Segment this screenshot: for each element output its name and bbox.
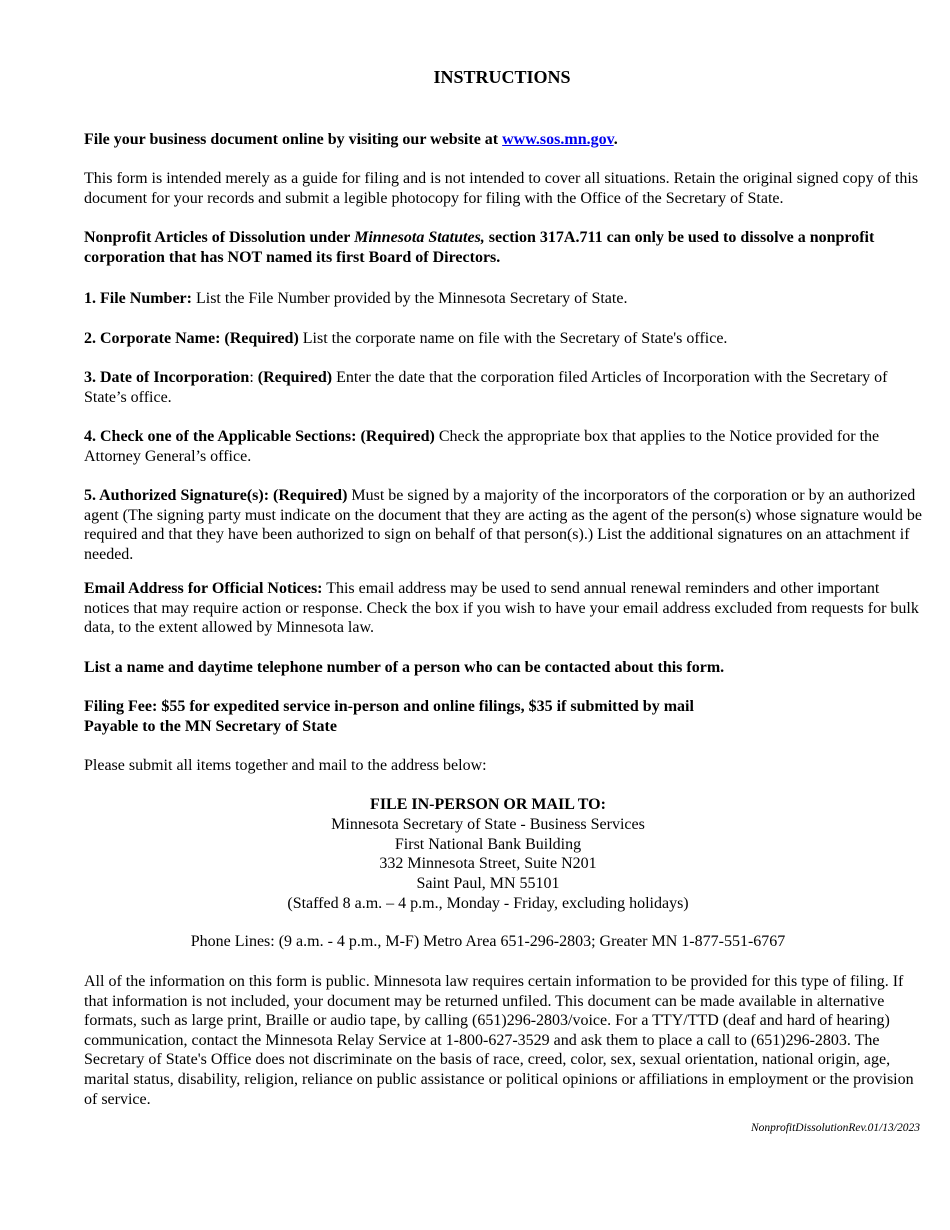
nonprofit-notice-part2: section 317A.711 can only be used to dissolve a nonprofit corporation that has NOT named its first Board of Directors. xyxy=(84,229,875,266)
item-text: List the File Number provided by the Minnesota Secretary of State. xyxy=(191,290,628,307)
item-corporate-name xyxy=(84,329,924,349)
item-required: (Required) xyxy=(257,369,333,386)
page-title: INSTRUCTIONS xyxy=(433,67,571,87)
online-filing-notice xyxy=(84,130,924,150)
phone-lines: Phone Lines: (9 a.m. - 4 p.m., M-F) Metro Area 651-296-2803; Greater MN 1-877-551-6767 xyxy=(190,933,786,950)
address-line: First National Bank Building xyxy=(394,835,582,853)
contact-instruction: List a name and daytime telephone number of a person who can be contacted about this form. xyxy=(84,659,725,676)
item-heading: 2. Corporate Name: (Required) xyxy=(84,330,299,347)
filing-fee-line1: Filing Fee: $55 for expedited service in-person and online filings, $35 if submitted by mail xyxy=(84,698,694,715)
item-heading: 3. Date of Incorporation xyxy=(84,369,250,386)
sos-website-link[interactable]: www.sos.mn.gov xyxy=(502,131,614,148)
nonprofit-notice xyxy=(84,228,924,267)
item-heading: 1. File Number: xyxy=(84,290,192,307)
form-revision: NonprofitDissolutionRev.01/13/2023 xyxy=(751,1122,920,1134)
item-heading: 5. Authorized Signature(s): (Required) xyxy=(84,487,348,504)
address-line: Saint Paul, MN 55101 xyxy=(416,875,560,893)
address-heading: FILE IN-PERSON OR MAIL TO: xyxy=(370,796,606,813)
item-date-of-incorporation xyxy=(84,368,924,407)
submit-instruction: Please submit all items together and mail to the address below: xyxy=(84,757,487,774)
item-text: Enter the date that the corporation filed Articles of Incorporation with the Secretary of State’s office. xyxy=(84,369,888,406)
office-hours: (Staffed 8 a.m. – 4 p.m., Monday - Friday, excluding holidays) xyxy=(287,894,689,912)
item-applicable-sections xyxy=(84,427,924,466)
item-authorized-signatures xyxy=(84,486,924,564)
item-text: Must be signed by a majority of the incorporators of the corporation or by an authorized agent (The signing party must indicate on the document that they are acting as the agent of the person(s) whose signature would be required and that they have been authorized to sign on behalf of that person(s).) List the additional signatures on an attachment if needed. xyxy=(84,487,922,563)
mailing-address xyxy=(84,795,892,914)
email-heading: Email Address for Official Notices: xyxy=(84,580,323,597)
filing-fee xyxy=(84,697,924,736)
intro-paragraph: This form is intended merely as a guide for filing and is not intended to cover all situations. Retain the original signed copy of this document for your records and submit a legible photocopy for filing with the Office of the Secretary of State. xyxy=(84,170,919,207)
address-line: 332 Minnesota Street, Suite N201 xyxy=(379,855,597,873)
address-line: Minnesota Secretary of State - Business Services xyxy=(331,815,645,833)
item-heading: 4. Check one of the Applicable Sections: (Required) xyxy=(84,428,435,445)
email-text: This email address may be used to send annual renewal reminders and other important notices that may require action or response. Check the box if you wish to have your email address excluded from requests for bulk data, to the extent allowed by Minnesota law. xyxy=(84,580,919,637)
nonprofit-notice-part1: Nonprofit Articles of Dissolution under xyxy=(84,229,355,246)
nonprofit-notice-statute: Minnesota Statutes, xyxy=(354,229,485,246)
item-colon: : xyxy=(249,369,258,386)
email-notices xyxy=(84,579,924,638)
online-filing-period: . xyxy=(613,131,618,148)
filing-fee-line2: Payable to the MN Secretary of State xyxy=(84,717,337,735)
item-text: List the corporate name on file with the Secretary of State's office. xyxy=(298,330,728,347)
item-file-number xyxy=(84,289,924,309)
online-filing-text: File your business document online by visiting our website at xyxy=(84,131,503,148)
item-text: Check the appropriate box that applies to the Notice provided for the Attorney General’s office. xyxy=(84,428,880,465)
public-information-notice: All of the information on this form is public. Minnesota law requires certain information to be provided for this type of filing. If that information is not included, your document may be returned unfiled. This document can be made available in alternative formats, such as large print, Braille or audio tape, by calling (651)296-2803/voice. For a TTY/TTD (deaf and hard of hearing) communication, contact the Minnesota Relay Service at 1-800-627-3529 and ask them to place a call to (651)296-2803. The Secretary of State's Office does not discriminate on the basis of race, creed, color, sex, sexual orientation, national origin, age, marital status, disability, religion, reliance on public assistance or political opinions or affiliations in employment or the provision of service. xyxy=(84,973,914,1108)
